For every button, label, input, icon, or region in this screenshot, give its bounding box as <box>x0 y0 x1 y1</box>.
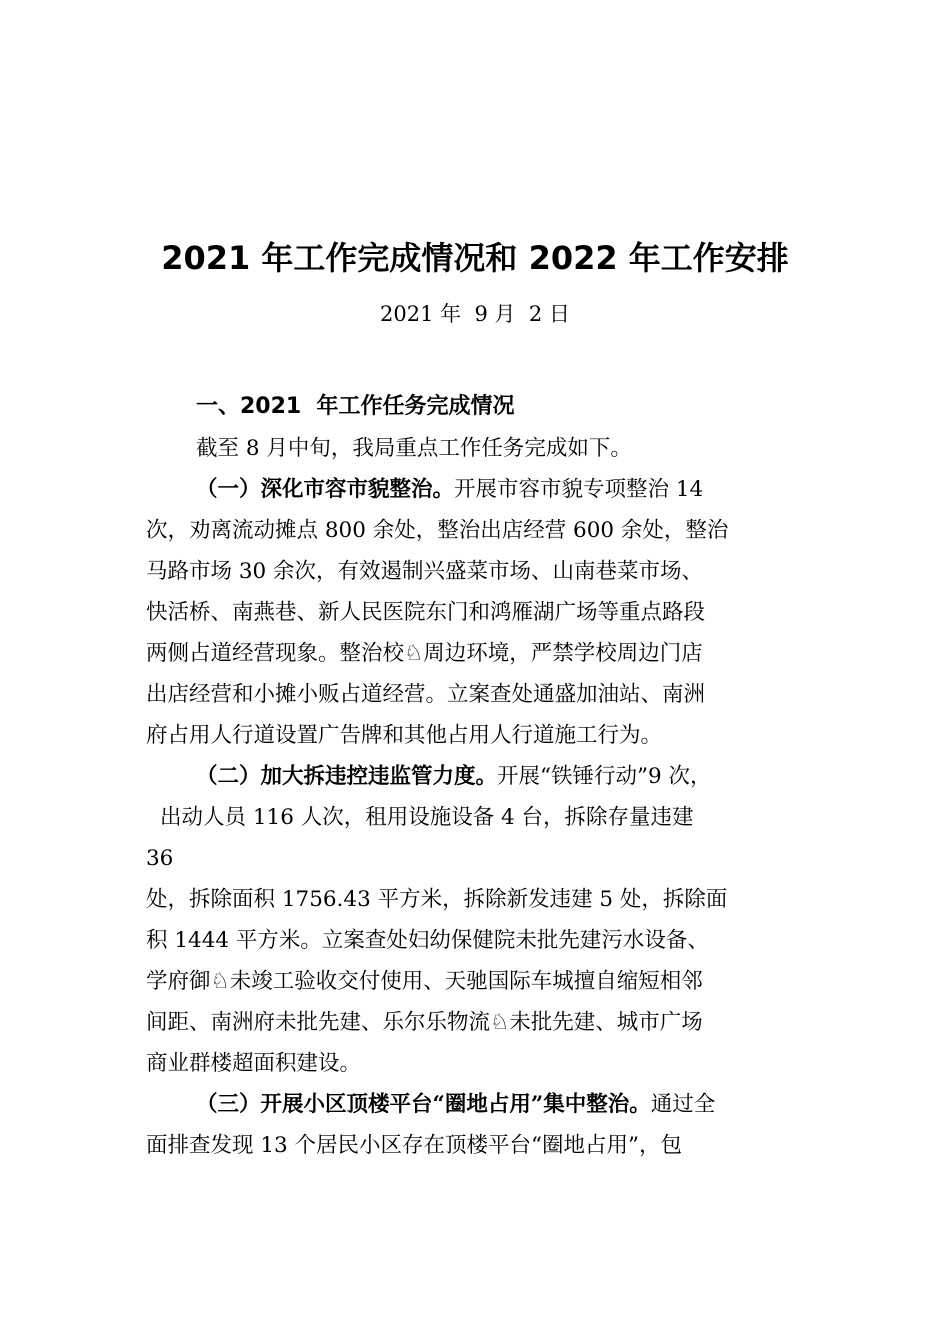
section-heading: 一、2021 年工作任务完成情况 <box>196 394 515 419</box>
item2-heading: （二）加大拆违控违监管力度。 <box>196 764 498 789</box>
paragraph-line: 次，劝离流动摊点 800 余处，整治出店经营 600 余处，整治 <box>146 518 729 543</box>
paragraph-line: 面排查发现 13 个居民小区存在顶楼平台“圈地占用”，包 <box>146 1133 683 1158</box>
document-date: 2021 年 9 月 2 日 <box>380 302 570 326</box>
paragraph-line <box>146 1084 810 1125</box>
paragraph-line: 出动人员 116 人次，租用设施设备 4 台，拆除存量违建 <box>160 805 694 830</box>
paragraph-line: 商业群楼超面积建设。 <box>146 1051 362 1076</box>
paragraph-line: 处，拆除面积 1756.43 平方米，拆除新发违建 5 处，拆除面 <box>146 887 728 912</box>
paragraph-line: 间距、南洲府未批先建、乐尔乐物流♘未批先建、城市广场 <box>146 1010 703 1035</box>
intro-paragraph: 截至 8 月中旬，我局重点工作任务完成如下。 <box>196 436 632 461</box>
paragraph-line <box>146 756 810 797</box>
paragraph-line: 积 1444 平方米。立案查处妇幼保健院未批先建污水设备、 <box>146 928 709 953</box>
paragraph-line: 快活桥、南燕巷、新人民医院东门和鸿雁湖广场等重点路段 <box>146 600 706 625</box>
paragraph-text: 通过全 <box>650 1092 716 1117</box>
document-title: 2021 年工作完成情况和 2022 年工作安排 <box>161 239 789 277</box>
item3-heading: （三）开展小区顶楼平台“圈地占用”集中整治。 <box>196 1092 651 1117</box>
paragraph-text: 开展市容市貌专项整治 14 <box>454 477 704 502</box>
paragraph-line: 学府御♘未竣工验收交付使用、天驰国际车城擅自缩短相邻 <box>146 969 703 994</box>
paragraph-line: 两侧占道经营现象。整治校♘周边环境，严禁学校周边门店 <box>146 641 703 666</box>
paragraph-line: 36 <box>146 846 174 871</box>
paragraph-line: 出店经营和小摊小贩占道经营。立案查处通盛加油站、南洲 <box>146 682 706 707</box>
paragraph-line: 府占用人行道设置广告牌和其他占用人行道施工行为。 <box>146 723 663 748</box>
paragraph-line <box>146 469 810 510</box>
paragraph-text: 开展“铁锤行动”9 次， <box>497 764 712 789</box>
section-body <box>146 428 810 1166</box>
item1-heading: （一）深化市容市貌整治。 <box>196 477 455 502</box>
paragraph-line: 马路市场 30 余次，有效遏制兴盛菜市场、山南巷菜市场、 <box>146 559 704 584</box>
